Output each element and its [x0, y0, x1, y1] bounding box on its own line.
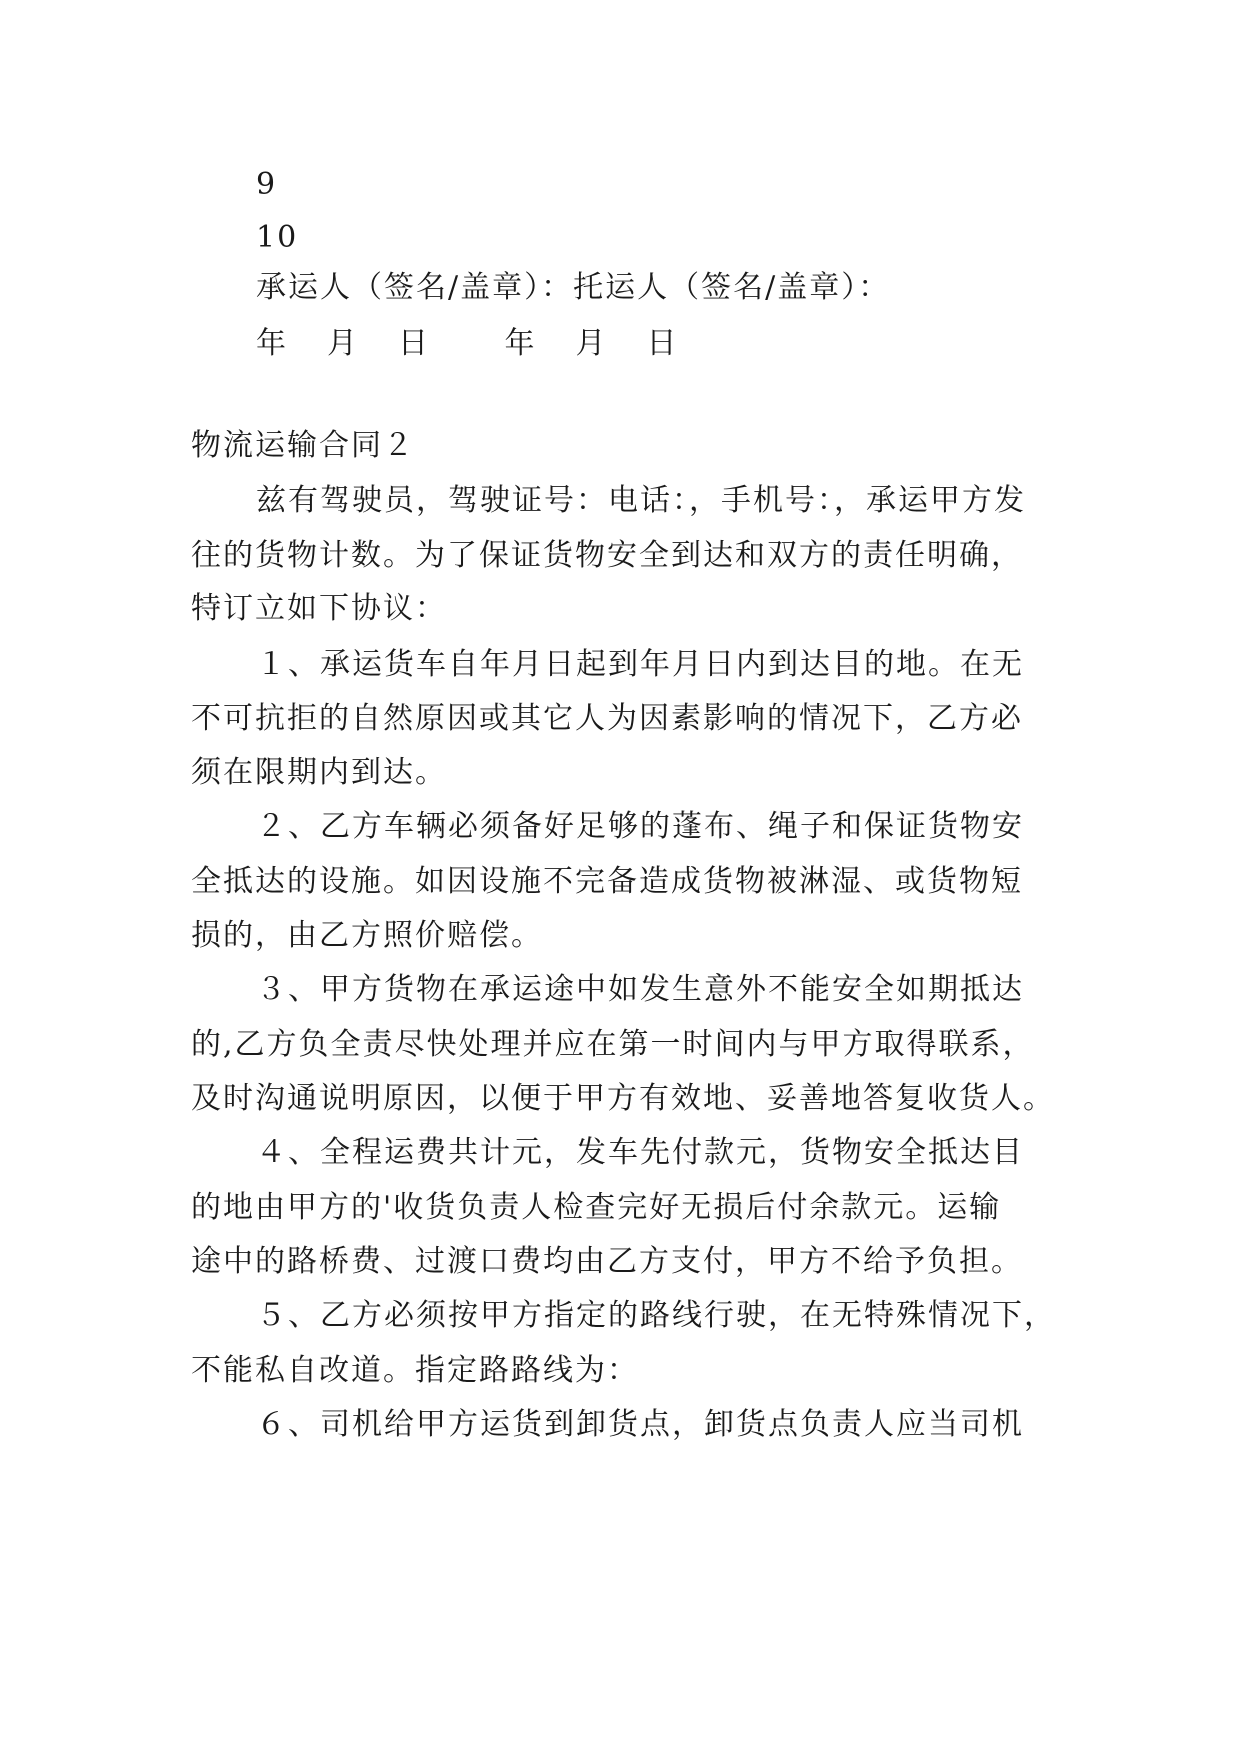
intro-line-1: 兹有驾驶员，驾驶证号：电话：，手机号：，承运甲方发 — [256, 483, 1026, 518]
clause1-line-2: 不可抗拒的自然原因或其它人为因素影响的情况下，乙方必 — [191, 701, 1023, 736]
clause4-line-3: 途中的路桥费、过渡口费均由乙方支付，甲方不给予负担。 — [191, 1244, 1023, 1279]
clause2-line-1: ２、乙方车辆必须备好足够的蓬布、绳子和保证货物安 — [256, 809, 1024, 844]
page-number-9: 9 — [256, 167, 278, 202]
clause3-line-2: 的,乙方负全责尽快处理并应在第一时间内与甲方取得联系， — [191, 1027, 1035, 1062]
clause1-line-1: １、承运货车自年月日起到年月日内到达目的地。在无 — [256, 647, 1024, 682]
clause5-line-1: ５、乙方必须按甲方指定的路线行驶，在无特殊情况下， — [256, 1298, 1056, 1333]
date-line: 年 月 日 年 月 日 — [256, 326, 682, 361]
clause4-line-1: ４、全程运费共计元，发车先付款元，货物安全抵达目 — [256, 1135, 1024, 1170]
signature-line: 承运人（签名/盖章）：托运人（签名/盖章）： — [256, 270, 891, 305]
clause3-line-1: ３、甲方货物在承运途中如发生意外不能安全如期抵达 — [256, 972, 1024, 1007]
clause6-line-1: ６、司机给甲方运货到卸货点，卸货点负责人应当司机 — [256, 1407, 1024, 1442]
page-number-10: 10 — [256, 220, 299, 255]
clause3-line-3: 及时沟通说明原因，以便于甲方有效地、妥善地答复收货人。 — [191, 1081, 1055, 1116]
contract-title: 物流运输合同２ — [191, 428, 415, 463]
clause1-line-3: 须在限期内到达。 — [191, 755, 447, 790]
clause2-line-3: 损的，由乙方照价赔偿。 — [191, 918, 543, 953]
clause4-line-2: 的地由甲方的'收货负责人检查完好无损后付余款元。运输 — [191, 1190, 1002, 1225]
clause2-line-2: 全抵达的设施。如因设施不完备造成货物被淋湿、或货物短 — [191, 864, 1023, 899]
clause5-line-2: 不能私自改道。指定路路线为： — [191, 1353, 639, 1388]
intro-line-2: 往的货物计数。为了保证货物安全到达和双方的责任明确， — [191, 538, 1023, 573]
intro-line-3: 特订立如下协议： — [191, 591, 447, 626]
